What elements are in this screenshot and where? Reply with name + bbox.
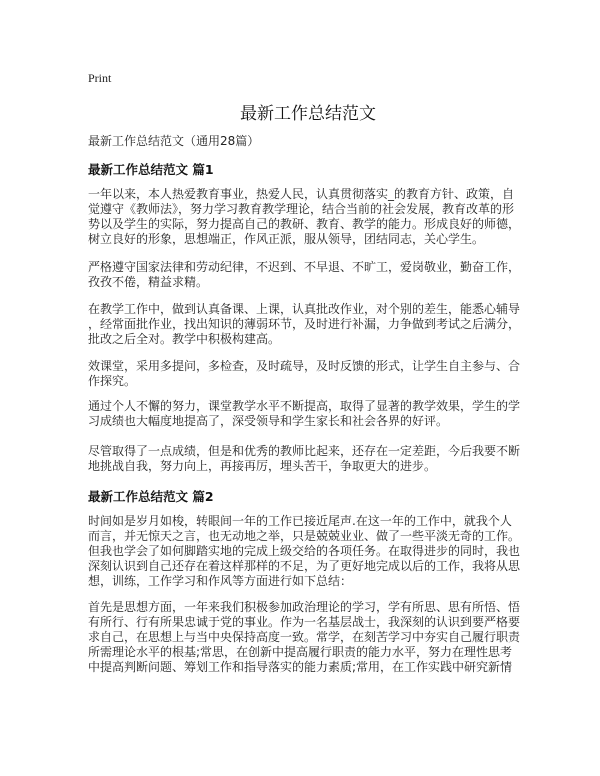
paragraph-line: 孜孜不倦，精益求精。 (88, 275, 209, 289)
paragraph-line: 一年以来，本人热爱教育事业，热爱人民，认真贯彻落实_的教育方针、政策，自 (88, 187, 515, 201)
paragraph-line: 而言，并无惊天之言，也无动地之举，只是兢兢业业、做了一些平淡无奇的工作。 (88, 529, 521, 543)
paragraph-line: 地挑战自我，努力向上，再接再厉，埋头苦干，争取更大的进步。 (88, 459, 437, 473)
paragraph-line: 首先是思想方面，一年来我们积极参加政治理论的学习，学有所思、思有所悟、悟 (88, 600, 521, 614)
paragraph-line: 批改之后全对。教学中积极构建高。 (88, 332, 281, 346)
print-link[interactable]: Print (88, 71, 112, 85)
paragraph-line: 想，训练，工作学习和作风等方面进行如下总结： (88, 574, 353, 588)
paragraph-line: 严格遵守国家法律和劳动纪律，不迟到、不早退、不旷工，爱岗敬业，勤奋工作， (88, 260, 521, 274)
paragraph (88, 187, 520, 247)
paragraph-line: 树立良好的形象，思想端正，作风正派，服从领导，团结同志，关心学生。 (88, 232, 485, 246)
paragraph-line: 尽管取得了一点成绩，但是和优秀的教师比起来，还存在一定差距，今后我要不断 (88, 444, 521, 458)
paragraph-line: 通过个人不懈的努力，课堂教学水平不断提高，取得了显著的教学效果，学生的学 (88, 399, 521, 413)
section-heading: 最新工作总结范文 篇2 (88, 489, 214, 504)
paragraph (88, 359, 520, 389)
paragraph (88, 600, 520, 675)
document-subtitle: 最新工作总结范文（通用28篇） (88, 134, 260, 148)
paragraph-line: 但我也学会了如何脚踏实地的完成上级交给的各项任务。在取得进步的同时，我也 (88, 544, 521, 558)
paragraph-line: 所需理论水平的根基;常思，在创新中提高履行职责的能力水平，努力在理性思考 (88, 645, 513, 659)
paragraph-line: 习成绩也大幅度地提高了，深受领导和学生家长和社会各界的好评。 (88, 414, 449, 428)
paragraph-line: 有所行、行有所果忠诚于党的事业。作为一名基层战士，我深刻的认识到要严格要 (88, 615, 521, 629)
paragraph (88, 302, 520, 347)
paragraph-line: ，经常面批作业，找出知识的薄弱环节，及时进行补漏，力争做到考试之后满分， (88, 317, 521, 331)
paragraph-line: 中提高判断问题、筹划工作和指导落实的能力素质;常用，在工作实践中研究新情 (88, 660, 513, 674)
paragraph (88, 444, 520, 474)
section-heading: 最新工作总结范文 篇1 (88, 162, 214, 177)
paragraph-line: 势以及学生的实际，努力提高自己的教研、教育、教学的能力。形成良好的师德， (88, 217, 521, 231)
paragraph-line: 效课堂，采用多提问，多检查，及时疏导，及时反馈的形式，让学生自主参与、合 (88, 359, 521, 373)
paragraph (88, 260, 520, 290)
document-title: 最新工作总结范文 (240, 104, 376, 124)
paragraph-line: 时间如是岁月如梭，转眼间一年的工作已接近尾声.在这一年的工作中，就我个人 (88, 514, 512, 528)
paragraph-line: 觉遵守《教师法》，努力学习教育教学理论，结合当前的社会发展，教育改革的形 (88, 202, 515, 216)
paragraph-line: 作探究。 (88, 374, 137, 388)
paragraph-line: 深刻认识到自己还存在着这样那样的不足，为了更好地完成以后的工作，我将从思 (88, 559, 521, 573)
paragraph-line: 求自己，在思想上与当中央保持高度一致。常学，在刻苦学习中夯实自己履行职责 (88, 630, 521, 644)
paragraph (88, 399, 520, 429)
paragraph-line: 在教学工作中，做到认真备课、上课，认真批改作业，对个别的差生，能悉心辅导 (88, 302, 521, 316)
paragraph (88, 514, 520, 589)
